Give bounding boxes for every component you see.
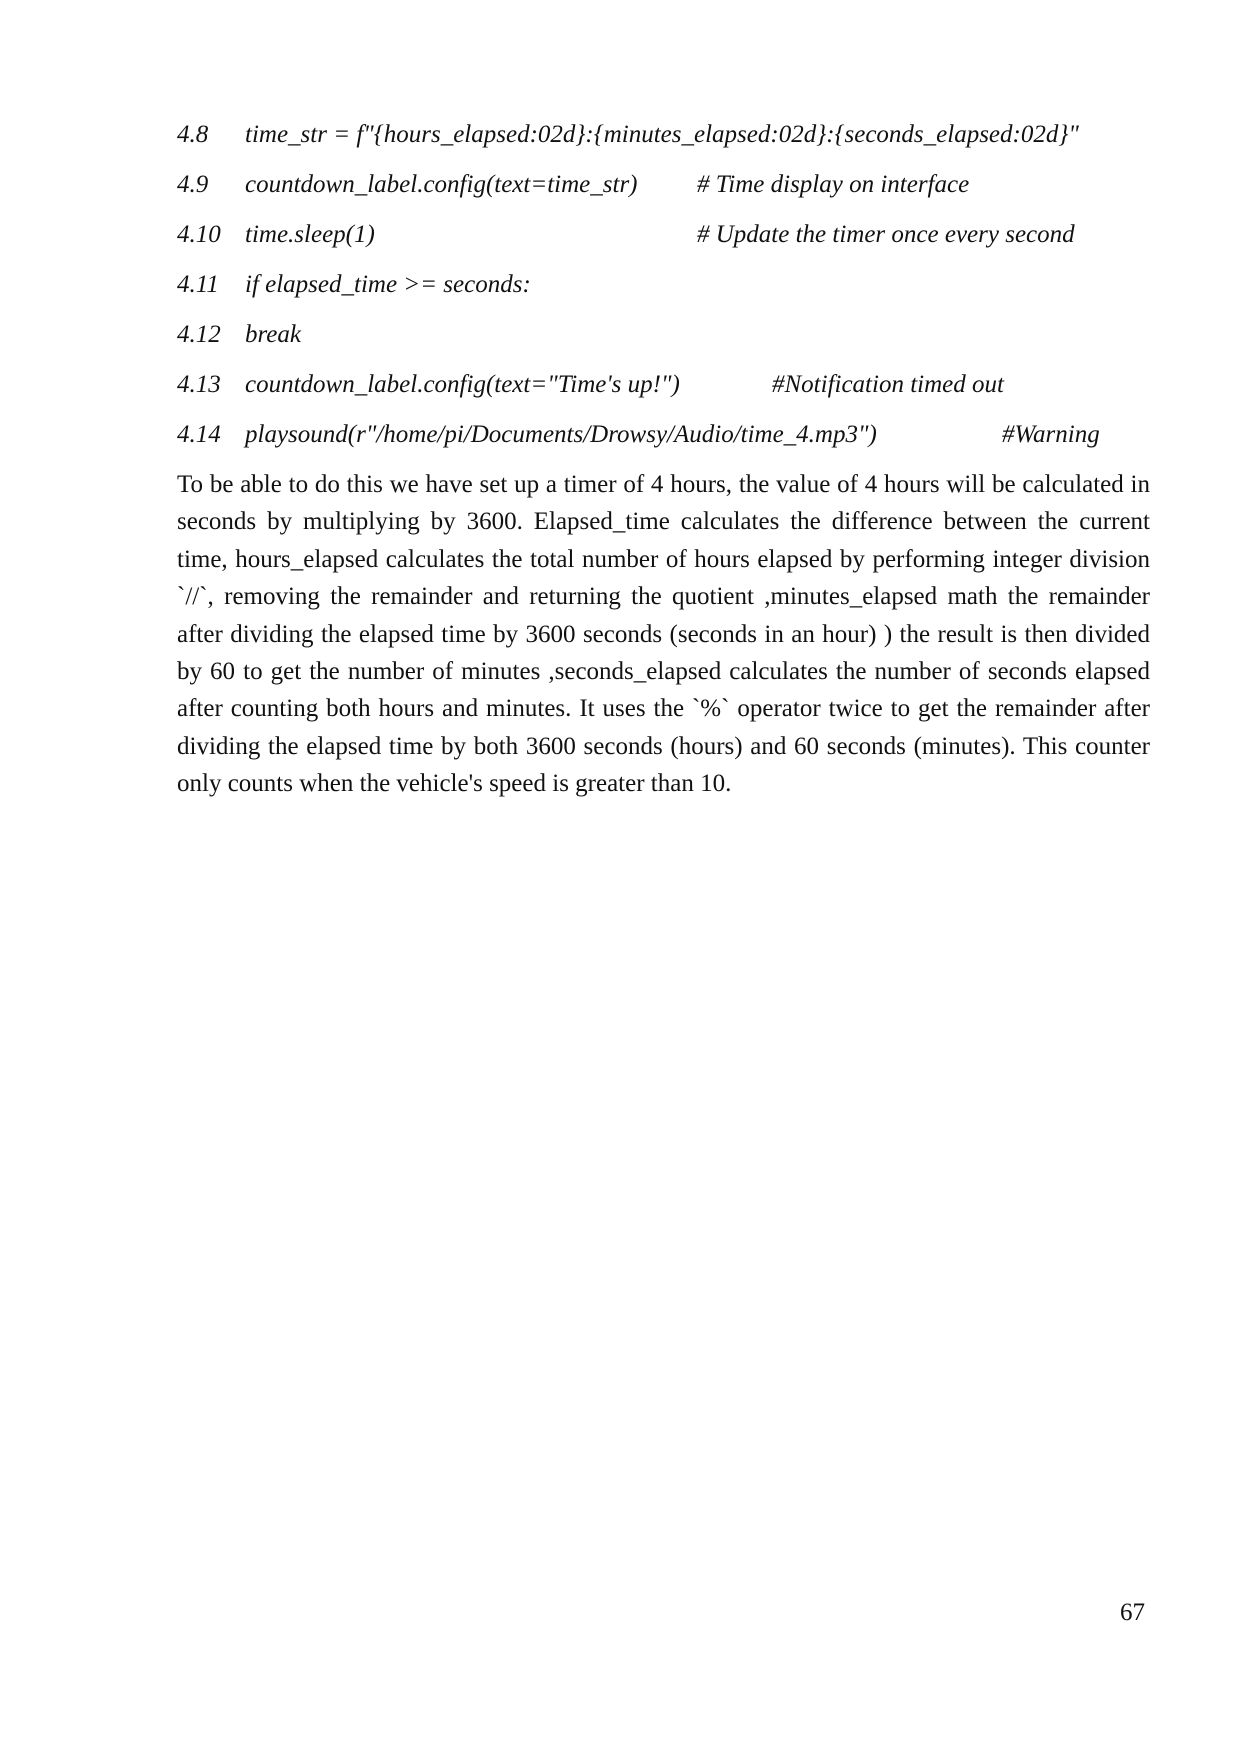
page-number: 67 <box>1120 1599 1145 1626</box>
code-text: time_str = f"{hours_elapsed:02d}:{minutes_elapsed:02d}:{seconds_elapsed:02d}" <box>245 121 1079 148</box>
line-number: 4.12 <box>177 321 221 348</box>
code-comment: # Time display on interface <box>697 171 970 198</box>
paragraph-text: To be able to do this we have set up a timer of 4 hours, the value of 4 hours will be calculated in seconds by multiplying by 3600. Elapsed_time calculates the difference between the current time, hours_elapsed calculates the total number of hours elapsed by performing integer division `//`, removing the remainder and returning the quotient ,minutes_elapsed math the remainder after dividing the elapsed time by 3600 seconds (seconds in an hour) ) the result is then divided by 60 to get the number of minutes ,seconds_elapsed calculates the number of seconds elapsed after counting both hours and minutes. It uses the `%` operator twice to get the remainder after dividing the elapsed time by both 3600 seconds (hours) and 60 seconds (minutes). This counter only counts when the vehicle's speed is greater than 10. <box>177 471 1150 798</box>
line-number: 4.11 <box>177 271 219 298</box>
line-number: 4.9 <box>177 171 209 198</box>
line-number: 4.13 <box>177 371 221 398</box>
code-text: countdown_label.config(text="Time's up!") <box>245 371 680 398</box>
code-text: countdown_label.config(text=time_str) <box>245 171 638 198</box>
code-text: break <box>245 321 301 348</box>
code-comment: #Warning <box>1002 421 1100 448</box>
line-number: 4.10 <box>177 221 221 248</box>
code-text: playsound(r"/home/pi/Documents/Drowsy/Audio/time_4.mp3") <box>245 421 877 448</box>
code-text: time.sleep(1) <box>245 221 375 248</box>
code-comment: #Notification timed out <box>772 371 1004 398</box>
line-number: 4.8 <box>177 121 209 148</box>
code-comment: # Update the timer once every second <box>697 221 1075 248</box>
code-text: if elapsed_time >= seconds: <box>245 271 531 298</box>
line-number: 4.14 <box>177 421 221 448</box>
body-paragraph <box>177 466 1150 803</box>
